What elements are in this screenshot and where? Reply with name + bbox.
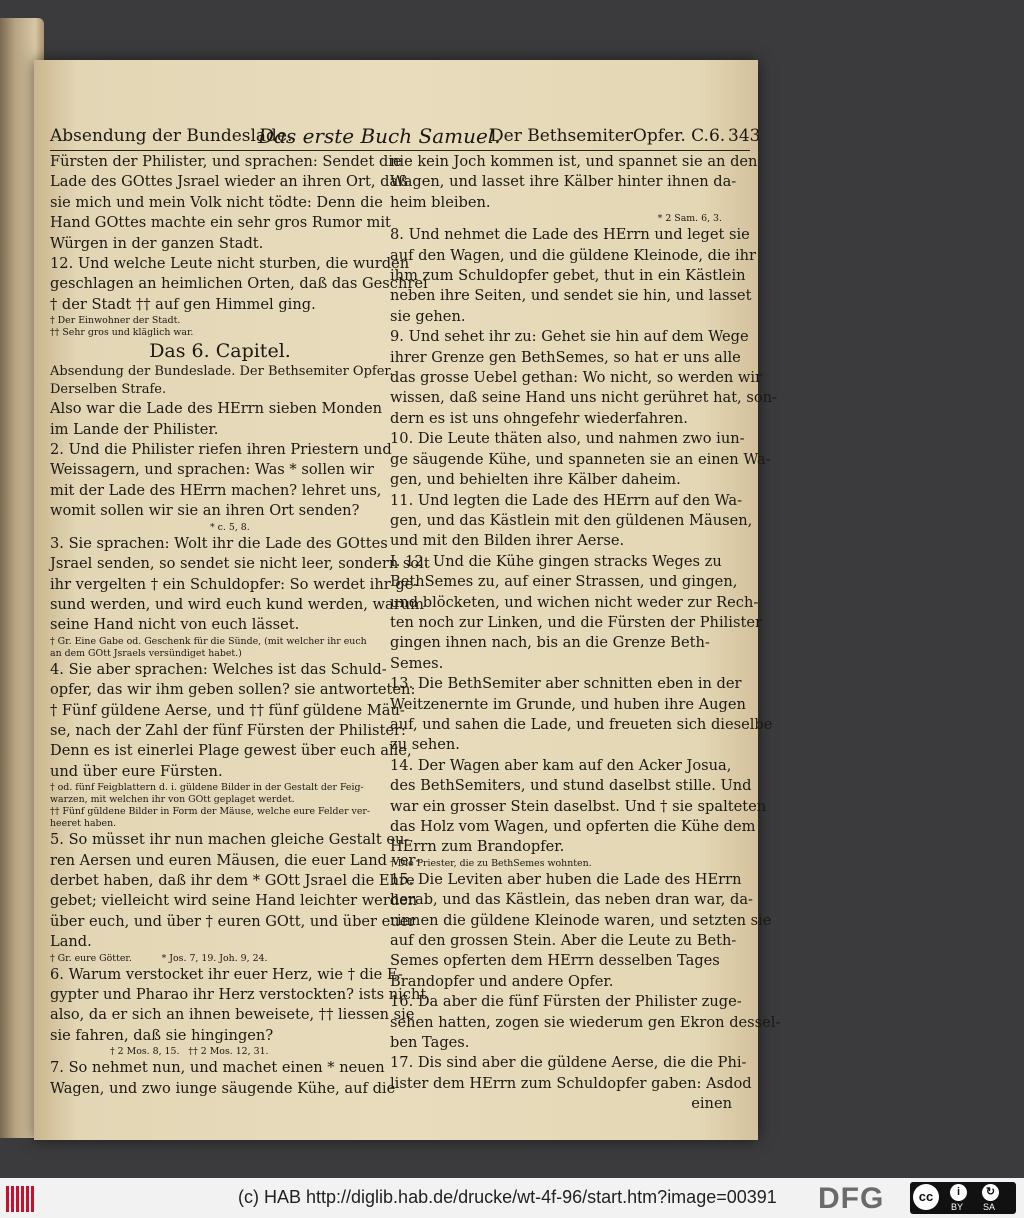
- text-line: womit sollen wir sie an ihren Ort senden?: [50, 502, 360, 520]
- text-line: auf den grossen Stein. Aber die Leute zu Beth-: [390, 932, 737, 950]
- text-line: 6. Warum verstocket ihr euer Herz, wie † die E-: [50, 965, 403, 983]
- text-line: Denn es ist einerlei Plage gewest über euch alle,: [50, 742, 412, 760]
- text-line: heim bleiben.: [390, 193, 491, 211]
- share-alike-icon: ↻: [982, 1184, 999, 1201]
- catchword: einen: [691, 1095, 732, 1113]
- license-by-label: BY: [951, 1202, 964, 1212]
- footnote-line: warzen, mit welchen ihr von GOtt geplaget werdet.: [50, 794, 295, 806]
- text-line: 11. Und legten die Lade des HErrn auf den Wa-: [390, 491, 743, 509]
- text-line: Fürsten der Philister, und sprachen: Sendet die: [50, 153, 402, 170]
- text-line: neben ihre Seiten, und sendet sie hin, und lasset: [390, 287, 752, 305]
- text-line: 3. Sie sprachen: Wolt ihr die Lade des GOttes: [50, 534, 388, 552]
- text-line: zu sehen.: [390, 736, 460, 754]
- text-line: Semes.: [390, 654, 444, 672]
- text-line: Lade des GOttes Jsrael wieder an ihren Ort, daß: [50, 173, 408, 191]
- text-line: war ein grosser Stein daselbst. Und † sie spalteten: [390, 797, 767, 815]
- footnote-line: †† Fünf güldene Bilder in Form der Mäuse, welche eure Felder ver-: [50, 806, 371, 818]
- text-line: sie gehen.: [390, 307, 466, 325]
- text-line: gingen ihnen nach, bis an die Grenze Beth-: [390, 634, 710, 652]
- text-line: 7. So nehmet nun, und machet einen * neuen: [50, 1059, 385, 1077]
- text-line: sie mich und mein Volk nicht tödte: Denn die: [50, 193, 383, 211]
- text-line: sund werden, und wird euch kund werden, warum: [50, 595, 424, 613]
- text-line: und über eure Fürsten.: [50, 762, 223, 780]
- text-line: das grosse Uebel gethan: Wo nicht, so werden wir: [390, 369, 763, 387]
- text-line: sehen hatten, zogen sie wiederum gen Ekron dessel-: [390, 1013, 781, 1031]
- text-line: Semes opferten dem HErrn desselben Tages: [390, 952, 720, 970]
- source-link[interactable]: (c) HAB http://diglib.hab.de/drucke/wt-4f-96/start.htm?image=00391: [238, 1187, 777, 1207]
- text-line: 17. Dis sind aber die güldene Aerse, die die Phi-: [390, 1054, 747, 1072]
- text-line: lister dem HErrn zum Schuldopfer gaben: Asdod: [390, 1074, 752, 1092]
- text-line: auf den Wagen, und die güldene Kleinode, die ihr: [390, 246, 757, 264]
- footnote-line: † Die Priester, die zu BethSemes wohnten.: [390, 857, 592, 869]
- text-line: 10. Die Leute thäten also, und nahmen zwo iun-: [390, 430, 745, 448]
- text-line: Land.: [50, 933, 92, 951]
- text-line: ihr vergelten † ein Schuldopfer: So werdet ihr ge-: [50, 575, 419, 593]
- text-line: ren Aersen und euren Mäusen, die euer Land ver-: [50, 851, 421, 869]
- running-head-right: Der BethsemiterOpfer. C.6.: [490, 126, 726, 146]
- text-line: 13. Die BethSemiter aber schnitten eben in der: [390, 675, 742, 693]
- running-head-left: Absendung der Bundeslade.: [50, 126, 293, 146]
- dfg-logo: DFG: [818, 1182, 885, 1215]
- running-head-title: Das erste Buch Samuel.: [258, 124, 501, 148]
- text-line: des BethSemiters, und stund daselbst stille. Und: [390, 777, 752, 795]
- cc-icon: cc: [913, 1184, 939, 1210]
- book-page-scan: [34, 60, 781, 1140]
- text-line: 14. Der Wagen aber kam auf den Acker Josua,: [390, 756, 732, 774]
- footnote-line: † Gr. eure Götter. * Jos. 7, 19. Joh. 9, 24.: [50, 952, 268, 964]
- text-line: Würgen in der ganzen Stadt.: [50, 234, 264, 252]
- text-line: Weissagern, und sprachen: Was * sollen wir: [50, 461, 374, 479]
- text-line: mit der Lade des HErrn machen? lehret uns,: [50, 481, 382, 499]
- text-line: und blöcketen, und wichen nicht weder zur Rech-: [390, 593, 759, 611]
- chapter-heading: Das 6. Capitel.: [149, 340, 291, 363]
- text-line: auf, und sahen die Lade, und freueten sich dieselbe: [390, 715, 773, 733]
- text-line: opfer, das wir ihm geben sollen? sie antworteten:: [50, 681, 416, 699]
- text-line: ihrer Grenze gen BethSemes, so hat er uns alle: [390, 348, 741, 366]
- text-line: BethSemes zu, auf einer Strassen, und gingen,: [390, 573, 738, 591]
- chapter-summary: Absendung der Bundeslade. Der Bethsemiter Opfer.: [50, 364, 394, 380]
- text-line: Also war die Lade des HErrn sieben Monden: [50, 400, 383, 418]
- text-line: Wagen, und zwo iunge säugende Kühe, auf die: [50, 1079, 396, 1097]
- text-line: herab, und das Kästlein, das neben dran war, da-: [390, 891, 753, 909]
- footnote-line: † Der Einwohner der Stadt.: [50, 315, 181, 327]
- text-line: ten noch zur Linken, und die Fürsten der Philister: [390, 613, 762, 631]
- text-line: Wagen, und lasset ihre Kälber hinter ihnen da-: [390, 173, 737, 191]
- text-line: gypter und Pharao ihr Herz verstockten? ists nicht: [50, 986, 427, 1003]
- text-line: 16. Da aber die fünf Fürsten der Philister zuge-: [390, 993, 742, 1011]
- text-line: nie kein Joch kommen ist, und spannet sie an den: [390, 153, 758, 170]
- footnote-line: †† Sehr gros und kläglich war.: [50, 327, 194, 339]
- text-line: 4. Sie aber sprachen: Welches ist das Schuld-: [50, 660, 387, 678]
- text-line: 5. So müsset ihr nun machen gleiche Gestalt eu-: [50, 831, 410, 849]
- text-line: rinnen die güldene Kleinode waren, und setzten sie: [390, 911, 772, 929]
- footnote-line: * 2 Sam. 6, 3.: [657, 213, 722, 225]
- text-line: also, da er sich an ihnen beweisete, †† liessen sie: [50, 1006, 415, 1024]
- attribution-icon: i: [950, 1184, 967, 1201]
- text-line: ihm zum Schuldopfer gebet, thut in ein Kästlein: [390, 267, 746, 285]
- text-line: Jsrael senden, so sendet sie nicht leer, sondern solt: [50, 555, 430, 573]
- footnote-line: † Gr. Eine Gabe od. Geschenk für die Sünde, (mit welcher ihr euch: [50, 635, 367, 647]
- running-head: [50, 124, 761, 151]
- text-line: 15. Die Leviten aber huben die Lade des HErrn: [390, 870, 742, 888]
- text-column-right: [390, 152, 781, 1115]
- text-line: HErrn zum Brandopfer.: [390, 838, 565, 856]
- text-line: 8. Und nehmet die Lade des HErrn und leget sie: [390, 226, 750, 244]
- footnote-line: an dem GOtt Jsraels versündiget habet.): [50, 647, 242, 659]
- text-line: 9. Und sehet ihr zu: Gehet sie hin auf dem Wege: [390, 328, 749, 346]
- text-line: das Holz vom Wagen, und opferten die Kühe dem: [390, 818, 756, 835]
- text-line: I. 12. Und die Kühe gingen stracks Weges zu: [390, 552, 722, 570]
- text-line: gebet; vielleicht wird seine Hand leichter werden: [50, 892, 418, 910]
- text-line: im Lande der Philister.: [50, 420, 219, 438]
- text-line: wissen, daß seine Hand uns nicht gerühret hat, son-: [390, 389, 777, 407]
- text-line: geschlagen an heimlichen Orten, daß das Geschrei: [50, 275, 428, 293]
- text-line: ben Tages.: [390, 1034, 470, 1052]
- text-line: gen, und das Kästlein mit den güldenen Mäusen,: [390, 511, 753, 529]
- text-line: Brandopfer und andere Opfer.: [390, 972, 614, 990]
- text-line: über euch, und über † euren GOtt, und über euer: [50, 912, 416, 930]
- text-line: 2. Und die Philister riefen ihren Priestern und: [50, 441, 392, 459]
- license-sa-label: SA: [983, 1202, 996, 1212]
- text-line: dern es ist uns ohngefehr wiederfahren.: [390, 409, 688, 427]
- text-line: sie fahren, daß sie hingingen?: [50, 1026, 274, 1044]
- chapter-summary: Derselben Strafe.: [50, 382, 167, 398]
- text-line: gen, und behielten ihre Kälber daheim.: [390, 471, 681, 489]
- text-line: 12. Und welche Leute nicht sturben, die wurden: [50, 255, 410, 273]
- text-line: derbet haben, daß ihr dem * GOtt Jsrael die Ehre: [50, 871, 415, 889]
- footnote-line: † 2 Mos. 8, 15. †† 2 Mos. 12, 31.: [110, 1046, 269, 1058]
- page-number: 343: [728, 126, 761, 146]
- viewer-footer: [0, 1178, 1024, 1218]
- text-line: se, nach der Zahl der fünf Fürsten der Philister:: [50, 721, 406, 739]
- text-line: und mit den Bilden ihrer Aerse.: [390, 532, 625, 550]
- footnote-line: † od. fünf Feigblattern d. i. güldene Bilder in der Gestalt der Feig-: [50, 782, 364, 794]
- text-line: ge säugende Kühe, und spanneten sie an einen Wa-: [390, 450, 771, 468]
- text-line: seine Hand nicht von euch lässet.: [50, 616, 300, 634]
- footnote-line: * c. 5, 8.: [210, 521, 250, 533]
- cc-license-badge[interactable]: [910, 1182, 1016, 1214]
- text-line: † Fünf güldene Aerse, und †† fünf güldene Mäu-: [50, 701, 405, 719]
- text-line: † der Stadt †† auf gen Himmel ging.: [50, 295, 316, 313]
- hab-barcode-logo: [6, 1186, 36, 1212]
- footnote-line: heeret haben.: [50, 818, 117, 830]
- text-line: Weitzenernte im Grunde, und huben ihre Augen: [390, 695, 746, 713]
- text-line: Hand GOttes machte ein sehr gros Rumor mit: [50, 214, 391, 232]
